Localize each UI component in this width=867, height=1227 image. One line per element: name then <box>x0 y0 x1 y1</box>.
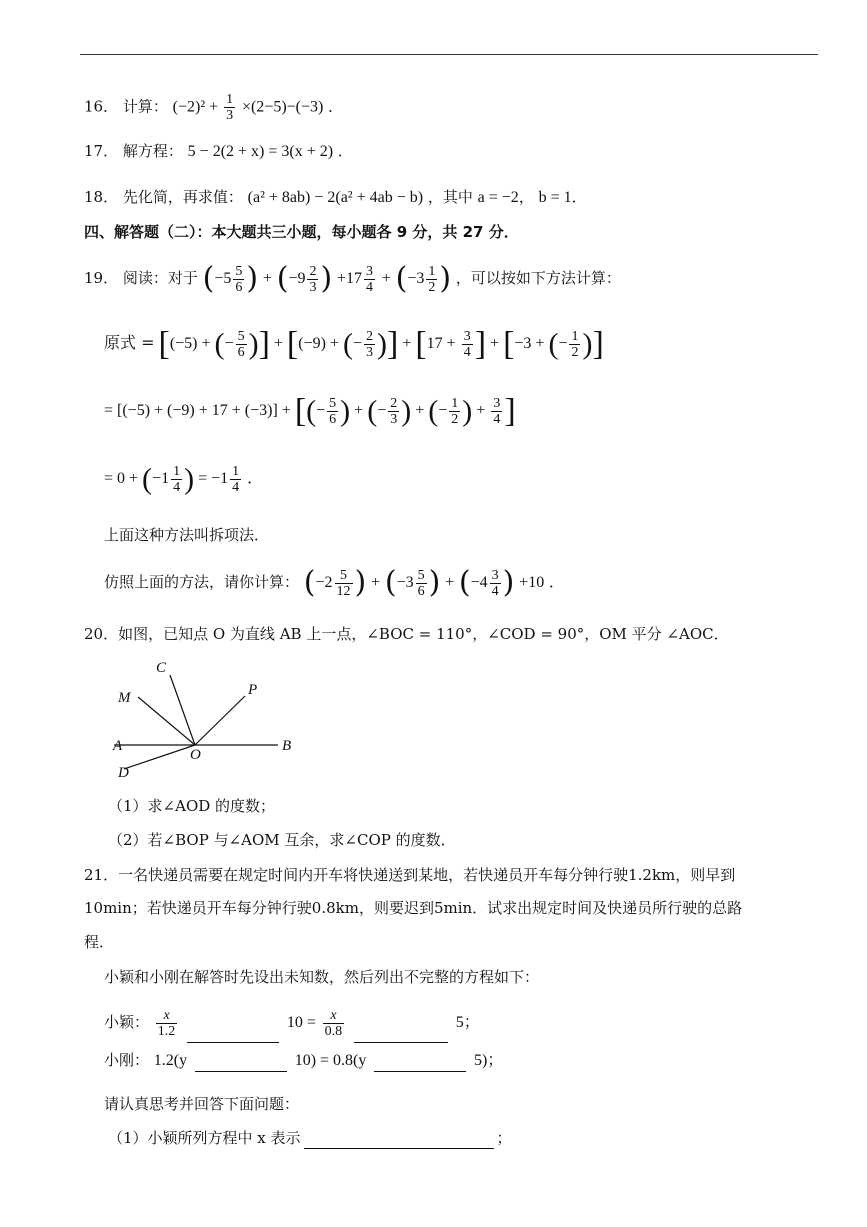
question-label: 解方程： <box>122 142 183 160</box>
punctuation: ． <box>571 188 587 206</box>
answer-blank[interactable] <box>195 1055 287 1072</box>
question-18 <box>84 186 587 209</box>
step-text: = 0 + <box>104 470 143 487</box>
q19-step-3: = 0 + (−1 $\frac{1}{4}$ ) = −1 $\frac{1}{4}$ ． <box>104 462 264 496</box>
q21-part-1 <box>108 1127 512 1149</box>
part-text: （1）小颖所列方程中 x 表示 <box>108 1129 301 1147</box>
answer-blank[interactable] <box>304 1132 494 1149</box>
q21-line-2: 10min；若快递员开车每分钟行驶0.8km，则要迟到5min．试求出规定时间及快递员所行驶的总路 <box>84 899 743 917</box>
q21-line-4: 小颖和小刚在解答时先设出未知数，然后列出不完整的方程如下： <box>104 968 540 986</box>
question-number: 20． <box>84 625 119 643</box>
step-label: 原式 = <box>104 333 155 352</box>
point-label-m: M <box>118 690 131 706</box>
q20-part-1: （1）求∠AOD 的度数； <box>108 797 276 815</box>
question-text: 如图，已知点 O 为直线 AB 上一点，∠BOC = 110°，∠COD = 90°，OM 平分 ∠AOC． <box>118 625 729 643</box>
question-number: 17． <box>84 142 119 160</box>
expression: (a² + 8ab) − 2(a² + 4ab − b) <box>247 189 424 206</box>
question-text: 阅读：对于 <box>122 269 198 287</box>
q19-note: 上面这种方法叫拆项法． <box>104 526 270 544</box>
point-label-c: C <box>156 660 167 676</box>
q21-xiaogang-equation: 小刚： 1.2(y 10) = 0.8(y 5)； <box>104 1049 503 1072</box>
question-number: 16． <box>84 97 119 116</box>
question-number: 18． <box>84 188 119 206</box>
q21-line-5: 请认真思考并回答下面问题： <box>104 1095 300 1113</box>
question-19: 19． 阅读：对于 (−5 $\frac{5}{6}$ ) + (−9 $\frac{2}{3}$ ) +17 $\frac{3}{4}$ + (−3 $\frac{1}{2}$ ) ，可以按如下方法计算： <box>84 261 621 296</box>
question-number: 19． <box>84 269 119 287</box>
q20-part-2: （2）若∠BOP 与∠AOM 互余，求∠COP 的度数． <box>108 831 456 849</box>
question-text: ，可以按如下方法计算： <box>455 269 621 287</box>
q19-task: 仿照上面的方法，请你计算： (−2 $\frac{5}{12}$ ) + (−3 $\frac{5}{6}$ ) + (−4 $\frac{3}{4}$ ) +10 ． <box>104 565 564 600</box>
punctuation: ． <box>337 142 353 160</box>
punctuation: ． <box>247 470 264 487</box>
fraction: $\frac{1}{3}$ <box>226 92 234 123</box>
q21-line-1 <box>84 864 735 886</box>
student-label: 小刚： <box>104 1051 150 1069</box>
task-text: 仿照上面的方法，请你计算： <box>104 573 300 591</box>
answer-blank[interactable] <box>374 1055 466 1072</box>
question-text: 一名快递员需要在规定时间内开车将快递送到某地，若快递员开车每分钟行驶1.2km，则早到 <box>118 866 736 884</box>
condition: a = −2 <box>477 189 519 206</box>
punctuation: ． <box>328 97 344 116</box>
q21-xiaoying-equation: 小颖： $\frac{x}{1.2}$ 10 = $\frac{x}{0.8}$ 5； <box>104 1002 480 1043</box>
equation: 5 − 2(2 + x) = 3(x + 2) <box>187 143 334 160</box>
ray-op <box>195 696 245 745</box>
point-label-p: P <box>248 682 258 698</box>
question-16 <box>84 92 343 123</box>
question-20 <box>84 623 729 645</box>
question-number: 21． <box>84 866 119 884</box>
ray-od <box>124 745 195 769</box>
punctuation: ； <box>496 1129 512 1147</box>
q21-line-3: 程． <box>84 933 115 951</box>
expression-part: (−2)² + <box>172 98 223 116</box>
header-rule <box>80 54 818 55</box>
punctuation: ， <box>518 188 534 206</box>
point-label-b: B <box>282 738 292 754</box>
angle-figure <box>100 650 310 785</box>
point-label-d: D <box>118 765 129 781</box>
question-label: 计算： <box>122 97 168 116</box>
answer-blank[interactable] <box>354 1026 448 1043</box>
condition: b = 1 <box>538 189 572 206</box>
punctuation: ． <box>548 573 564 591</box>
answer-blank[interactable] <box>187 1026 279 1043</box>
point-label-o: O <box>190 747 201 763</box>
expression-part: ×(2−5)−(−3) <box>241 98 324 116</box>
question-17 <box>84 140 353 163</box>
student-label: 小颖： <box>104 1013 150 1031</box>
question-label: 先化简，再求值： <box>122 188 243 206</box>
section-heading: 四、解答题（二）：本大题共三小题，每小题各 9 分，共 27 分． <box>84 223 519 241</box>
q19-step-2: = [(−5) + (−9) + 17 + (−3)] + [(− $\frac{5}{6}$ ) + (− $\frac{2}{3}$ ) + (− $\frac{1}{2}$ ) + $\frac{3}{4}$ ] <box>104 392 516 430</box>
question-text: ，其中 <box>427 188 473 206</box>
point-label-a: A <box>113 738 123 754</box>
q19-step-1: 原式 = [(−5) + (− $\frac{5}{6}$ )] + [(−9) + (− $\frac{2}{3}$ )] + [17 + $\frac{3}{4}$ ] + [−3 + (− $\frac{1}{2}$ )] <box>104 325 604 363</box>
